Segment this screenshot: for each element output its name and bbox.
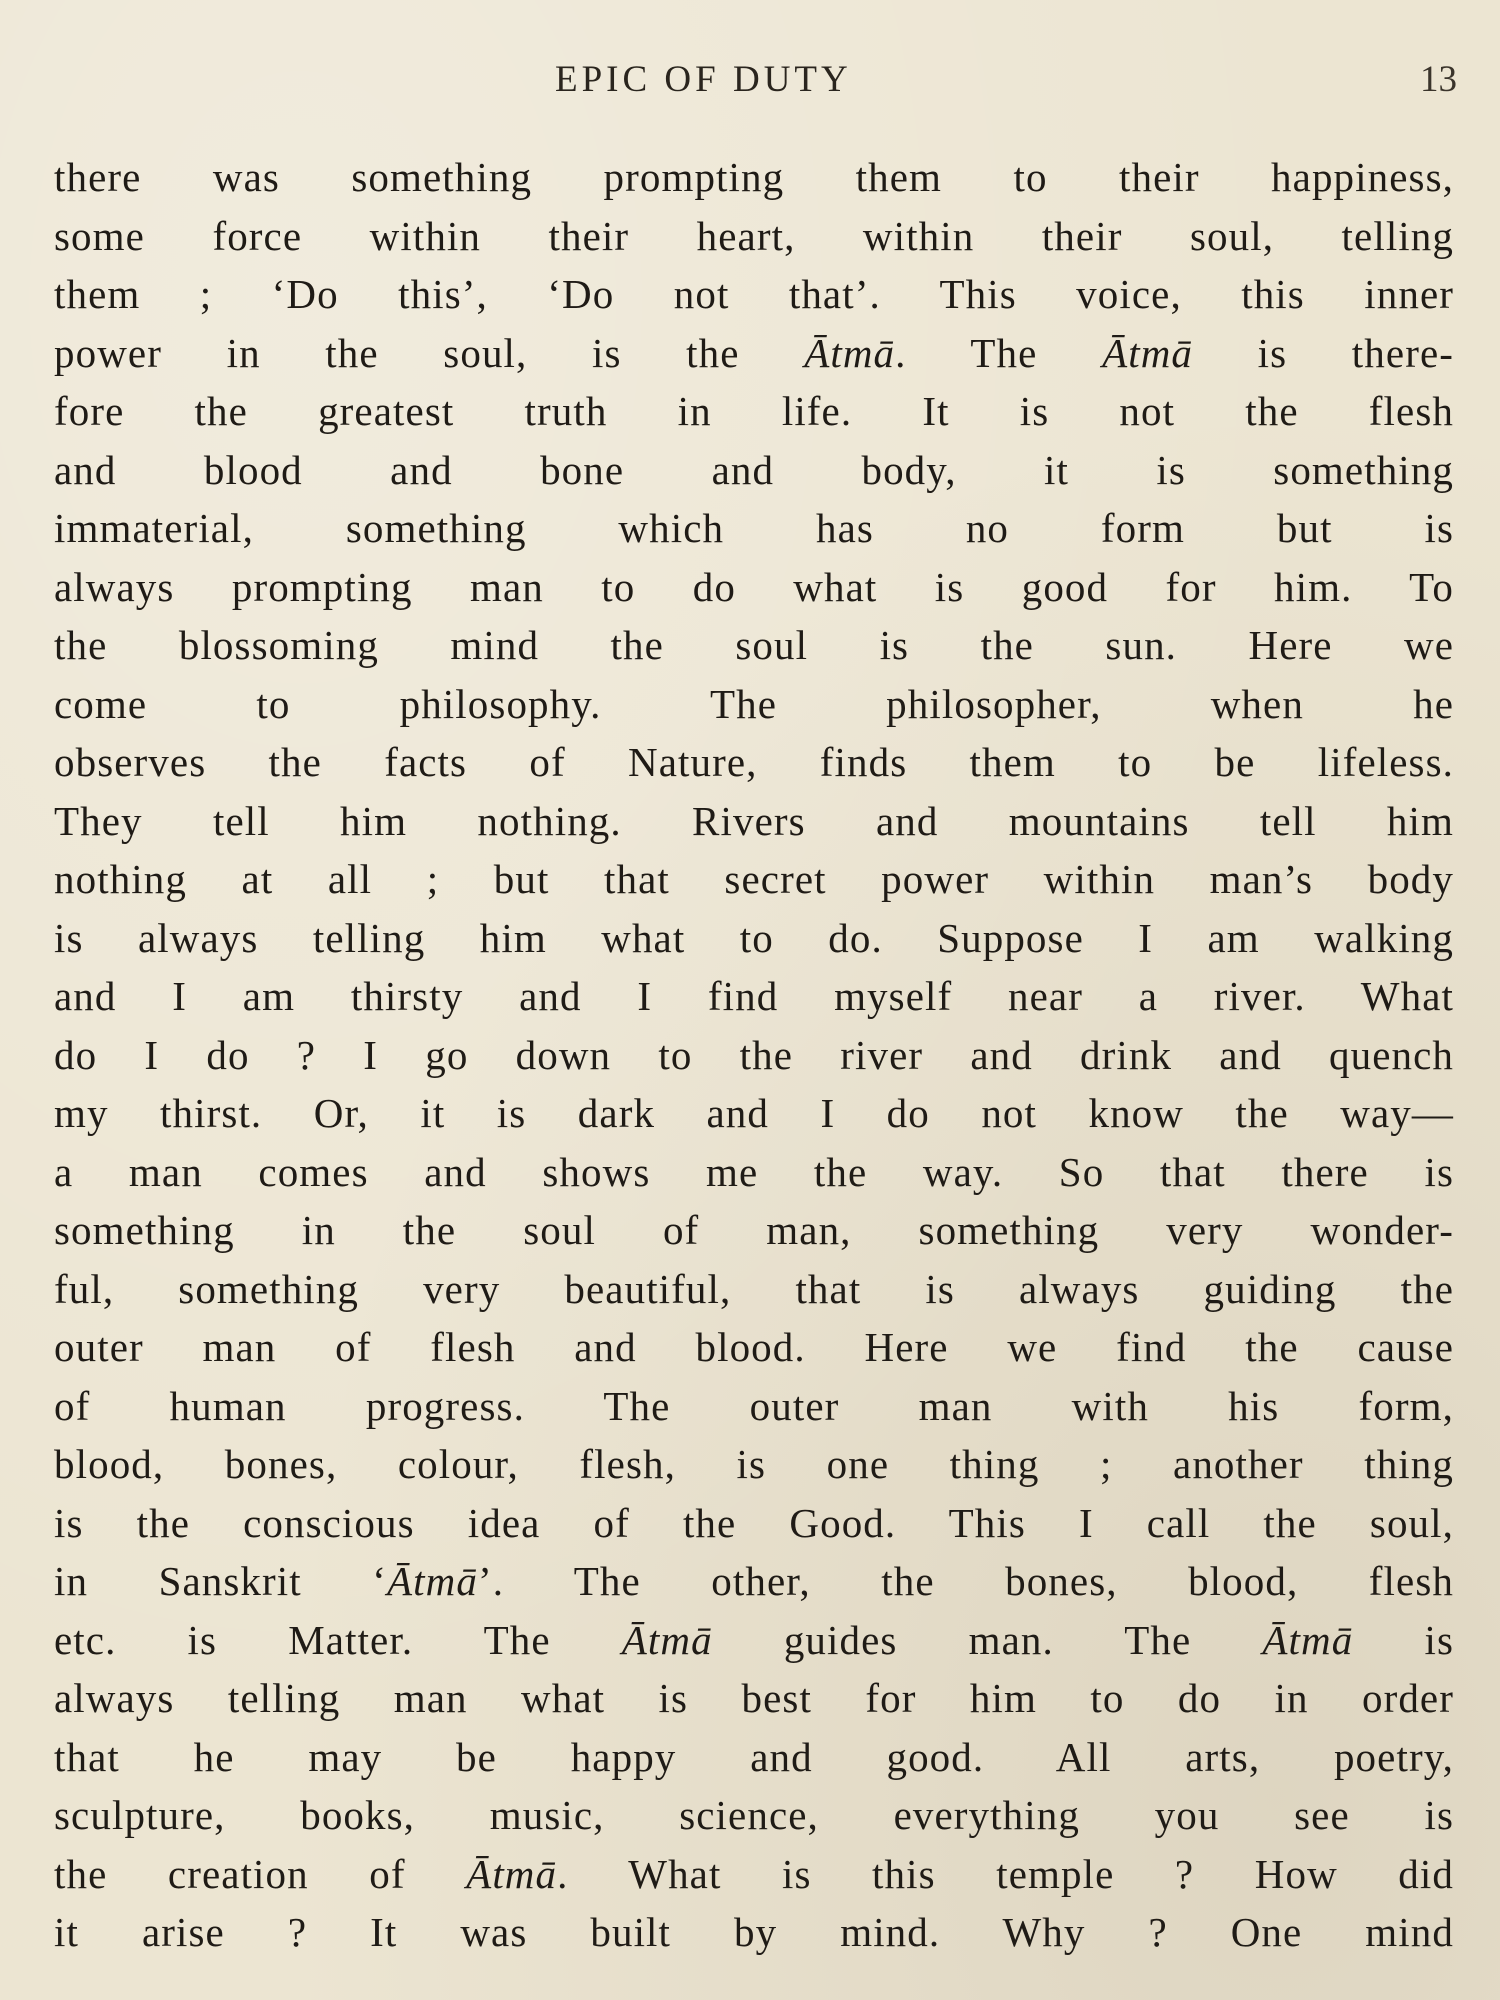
- text-line: come to philosophy. The philosopher, when he: [54, 680, 1454, 727]
- text-line: and I am thirsty and I find myself near a river. What: [54, 973, 1454, 1019]
- sanskrit-term: Ātmā: [387, 1558, 478, 1604]
- text-line: ful, something very beautiful, that is always guiding the: [54, 1265, 1454, 1312]
- sanskrit-term: Ātmā: [1262, 1616, 1354, 1663]
- text-line: power in the soul, is the Ātmā. The Ātmā is there-: [54, 329, 1454, 376]
- sanskrit-term: Ātmā: [621, 1616, 713, 1663]
- text-line: They tell him nothing. Rivers and mountains tell him: [54, 797, 1454, 844]
- text-line: etc. is Matter. The Ātmā guides man. The Ātmā is: [54, 1616, 1454, 1663]
- running-head-title: EPIC OF DUTY: [555, 59, 852, 100]
- text-line: always telling man what is best for him to do in order: [54, 1675, 1454, 1721]
- text-line: some force within their heart, within their soul, telling: [54, 212, 1454, 259]
- text-line: in Sanskrit ‘Ātmā’. The other, the bones, blood, flesh: [54, 1558, 1454, 1604]
- running-head: [0, 58, 1500, 108]
- text-line: always prompting man to do what is good for him. To: [54, 563, 1454, 610]
- text-line: is the conscious idea of the Good. This I call the soul,: [54, 1499, 1454, 1546]
- text-line: them ; ‘Do this’, ‘Do not that’. This voice, this inner: [54, 271, 1454, 317]
- text-line: is always telling him what to do. Suppose I am walking: [54, 914, 1454, 961]
- sanskrit-term: Ātmā: [1102, 329, 1194, 376]
- text-line: the creation of Ātmā. What is this temple ? How did: [54, 1850, 1454, 1897]
- text-line: observes the facts of Nature, finds them to be lifeless.: [54, 739, 1454, 785]
- text-line: immaterial, something which has no form but is: [54, 505, 1454, 551]
- text-line: of human progress. The outer man with his form,: [54, 1382, 1454, 1429]
- text-line: do I do ? I go down to the river and drink and quench: [54, 1031, 1454, 1078]
- text-line: it arise ? It was built by mind. Why ? One mind: [54, 1909, 1454, 1955]
- text-line: my thirst. Or, it is dark and I do not know the way—: [54, 1090, 1454, 1136]
- text-line: there was something prompting them to their happiness,: [54, 154, 1454, 200]
- body-text: [54, 148, 1454, 1962]
- page-number: 13: [1420, 59, 1457, 100]
- text-line: nothing at all ; but that secret power within man’s body: [54, 856, 1454, 902]
- text-line: fore the greatest truth in life. It is not the flesh: [54, 388, 1454, 434]
- text-line: a man comes and shows me the way. So that there is: [54, 1148, 1454, 1195]
- text-line: that he may be happy and good. All arts, poetry,: [54, 1733, 1454, 1780]
- sanskrit-term: Ātmā: [466, 1850, 558, 1897]
- text-line: outer man of flesh and blood. Here we find the cause: [54, 1324, 1454, 1370]
- text-line: the blossoming mind the soul is the sun. Here we: [54, 622, 1454, 668]
- text-line: something in the soul of man, something very wonder-: [54, 1207, 1454, 1253]
- text-line: sculpture, books, music, science, everything you see is: [54, 1792, 1454, 1838]
- text-line: blood, bones, colour, flesh, is one thing ; another thing: [54, 1441, 1454, 1487]
- sanskrit-term: Ātmā: [804, 329, 896, 376]
- text-line: and blood and bone and body, it is something: [54, 446, 1454, 493]
